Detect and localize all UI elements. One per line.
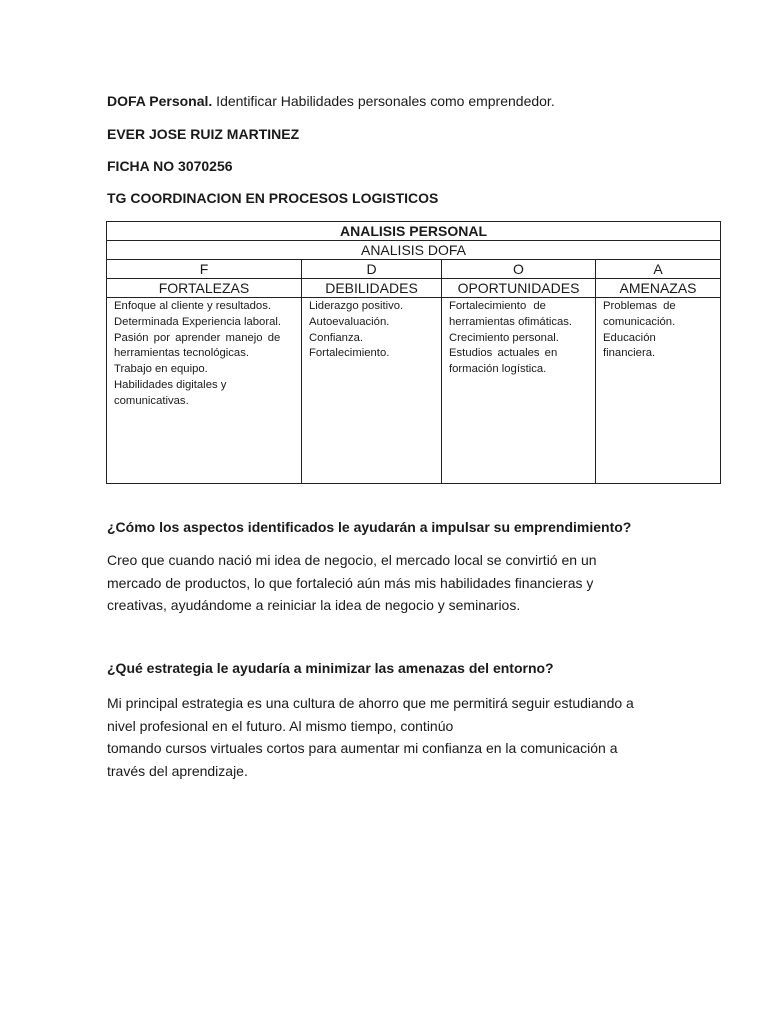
dofa-table	[106, 221, 721, 484]
amenazas-cell	[596, 298, 721, 484]
letter-f: F	[107, 260, 302, 279]
debilidades-cell	[302, 298, 442, 484]
header-fortalezas: FORTALEZAS	[107, 279, 302, 298]
question-1: ¿Cómo los aspectos identificados le ayudarán a impulsar su emprendimiento?	[107, 519, 632, 535]
answer-2	[107, 692, 687, 782]
fortaleza-item: Determinada Experiencia laboral.	[114, 315, 282, 328]
oportunidad-item: Estudios actuales en	[449, 347, 558, 360]
oportunidad-item: Crecimiento personal.	[449, 331, 559, 344]
answer-2-line: través del aprendizaje.	[107, 762, 248, 779]
oportunidad-item: Fortalecimiento de	[449, 300, 546, 312]
amenaza-item: financiera.	[603, 347, 656, 360]
amenaza-item: Educación	[603, 331, 656, 344]
document-title-rest: Identificar Habilidades personales como emprendedor.	[212, 93, 555, 109]
amenaza-item: Problemas de	[603, 300, 676, 312]
content-row	[107, 298, 721, 484]
headers-row	[107, 279, 721, 298]
header-amenazas: AMENAZAS	[596, 279, 721, 298]
amenaza-item: comunicación.	[603, 315, 676, 328]
answer-1-line: creativas, ayudándome a reiniciar la idea de negocio y seminarios.	[107, 597, 521, 614]
letter-a: A	[596, 260, 721, 279]
answer-1-line: Creo que cuando nació mi idea de negocio, el mercado local se convirtió en un	[107, 552, 597, 568]
document-title	[107, 92, 555, 110]
table-subtitle: ANALISIS DOFA	[107, 241, 721, 260]
letter-o: O	[442, 260, 596, 279]
debilidad-item: Autoevaluación.	[309, 315, 390, 328]
question-2: ¿Qué estrategia le ayudaría a minimizar las amenazas del entorno?	[107, 660, 554, 676]
letter-d: D	[302, 260, 442, 279]
debilidad-item: Liderazgo positivo.	[309, 300, 404, 312]
oportunidad-item: herramientas ofimáticas.	[449, 315, 573, 328]
fortaleza-item: Enfoque al cliente y resultados.	[114, 300, 271, 312]
answer-2-line: tomando cursos virtuales cortos para aumentar mi confianza en la comunicación a	[107, 740, 618, 756]
fortaleza-item: herramientas tecnológicas.	[114, 347, 250, 360]
student-name: EVER JOSE RUIZ MARTINEZ	[107, 126, 300, 142]
oportunidades-cell	[442, 298, 596, 484]
answer-2-line: Mi principal estrategia es una cultura de ahorro que me permitirá seguir estudiando a	[107, 695, 634, 711]
ficha-number: FICHA NO 3070256	[107, 158, 233, 174]
document-title-bold: DOFA Personal.	[107, 93, 213, 109]
program-name: TG COORDINACION EN PROCESOS LOGISTICOS	[107, 190, 439, 206]
table-title: ANALISIS PERSONAL	[107, 222, 721, 241]
answer-2-line: nivel profesional en el futuro. Al mismo tiempo, continúo	[107, 717, 454, 734]
fortaleza-item: Habilidades digitales y	[114, 378, 227, 391]
header-oportunidades: OPORTUNIDADES	[442, 279, 596, 298]
fortaleza-item: Trabajo en equipo.	[114, 363, 208, 376]
answer-1	[107, 549, 687, 617]
answer-1-line: mercado de productos, lo que fortaleció aún más mis habilidades financieras y	[107, 574, 594, 591]
fortalezas-cell	[107, 298, 302, 484]
fortaleza-item: comunicativas.	[114, 394, 189, 407]
debilidad-item: Fortalecimiento.	[309, 347, 390, 360]
letters-row	[107, 260, 721, 279]
debilidad-item: Confianza.	[309, 331, 364, 344]
fortaleza-item: Pasión por aprender manejo de	[114, 331, 281, 344]
header-debilidades: DEBILIDADES	[302, 279, 442, 298]
oportunidad-item: formación logística.	[449, 363, 547, 376]
